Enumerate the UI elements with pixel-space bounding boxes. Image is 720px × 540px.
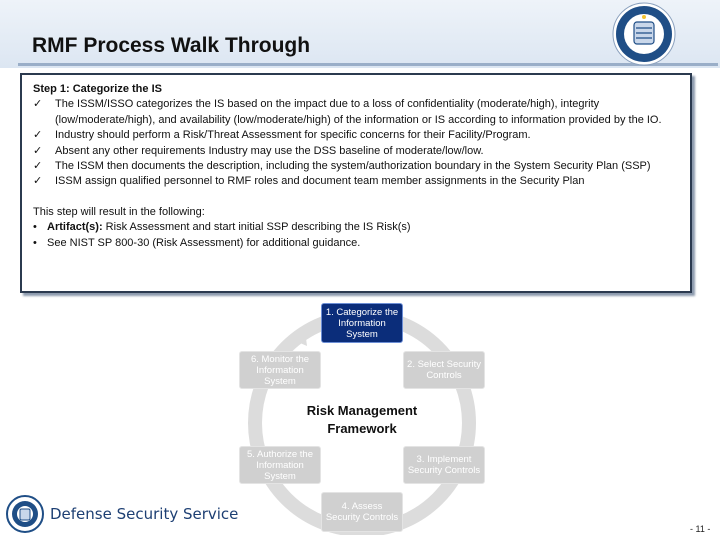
- list-item: ✓ The ISSM then documents the description, including the system/authorization boundary in the System Security Plan (SSP): [33, 159, 678, 174]
- list-item: ✓ Industry should perform a Risk/Threat Assessment for specific concerns for their Facility/Program.: [33, 128, 678, 143]
- check-icon: ✓: [33, 129, 43, 142]
- step-node-categorize[interactable]: 1. Categorize the Information System: [321, 303, 403, 343]
- check-icon: ✓: [33, 144, 43, 157]
- check-icon: ✓: [33, 175, 43, 188]
- list-item: [33, 220, 678, 235]
- artifact-text: Risk Assessment and start initial SSP describing the IS Risk(s): [102, 221, 411, 234]
- result-intro: This step will result in the following:: [33, 205, 205, 218]
- see-also-text: See NIST SP 800-30 (Risk Assessment) for additional guidance.: [47, 236, 361, 249]
- check-icon: ✓: [33, 160, 43, 173]
- page-number: - 11 -: [690, 524, 711, 534]
- check-list: [33, 97, 678, 189]
- check-icon: ✓: [33, 98, 43, 111]
- step-title: Step 1: Categorize the IS: [33, 83, 162, 95]
- slide-title: RMF Process Walk Through: [32, 34, 311, 57]
- list-item: ✓ The ISSM/ISSO categorizes the IS based on the impact due to a loss of confidentiality (moderate/high), integrity (low/moderate/high), and availability (low/moderate/high) of the information or IS according to information provided by the IO.: [33, 98, 662, 126]
- step-node-implement[interactable]: 3. Implement Security Controls: [403, 446, 485, 484]
- org-name: Defense Security Service: [50, 505, 239, 523]
- result-list: [33, 220, 678, 251]
- artifact-label: Artifact(s):: [47, 221, 103, 234]
- step-content-box: [20, 73, 692, 293]
- step-node-monitor[interactable]: 6. Monitor the Information System: [239, 351, 321, 389]
- list-item: ✓ ISSM assign qualified personnel to RMF roles and document team member assignments in the Security Plan: [33, 174, 678, 189]
- step-node-assess[interactable]: 4. Assess Security Controls: [321, 492, 403, 532]
- step-node-select[interactable]: 2. Select Security Controls: [403, 351, 485, 389]
- dss-seal-icon: [612, 2, 676, 66]
- rmf-center-label: Risk Management Framework: [306, 403, 418, 436]
- list-item: ✓ Absent any other requirements Industry may use the DSS baseline of moderate/low/low.: [33, 144, 678, 159]
- list-item: [33, 236, 678, 251]
- step-node-authorize[interactable]: 5. Authorize the Information System: [239, 446, 321, 484]
